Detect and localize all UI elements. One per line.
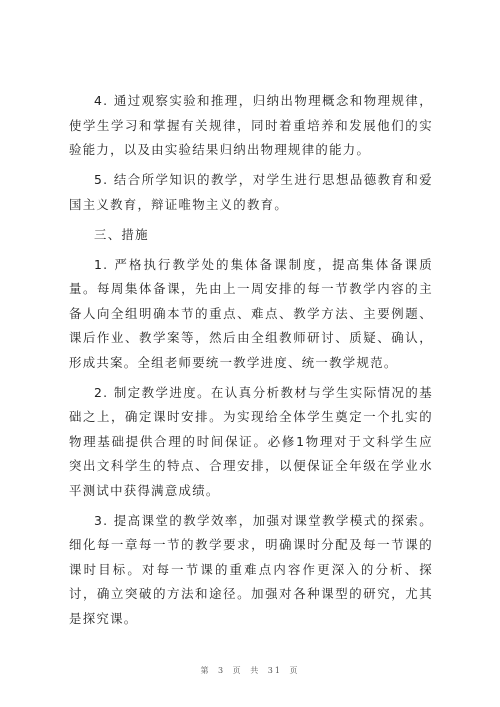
paragraph-measure-3: 3. 提高课堂的教学效率，加强对课堂教学模式的探索。细化每一章每一节的教学要求，明确课时分配及每一节课的课时目标。对每一节课的重难点内容作更深入的分析、探讨，确立突破的方法和途径。加强对各种课型的研究，尤其是探究课。	[69, 512, 433, 626]
paragraph-measure-1: 1. 严格执行教学处的集体备课制度，提高集体备课质量。每周集体备课，先由上一周安排的每一节教学内容的主备人向全组明确本节的重点、难点、教学方法、主要例题、课后作业、教学案等，然后由全组教师研讨、质疑、确认，形成共案。全组老师要统一教学进度、统一教学规范。	[69, 256, 433, 370]
page-number-footer: 第 3 页 共 31 页	[200, 666, 300, 675]
paragraph-objective-5: 5. 结合所学知识的教学，对学生进行思想品德教育和爱国主义教育，辩证唯物主义的教育。	[69, 172, 433, 212]
paragraph-objective-4: 4. 通过观察实验和推理，归纳出物理概念和物理规律，使学生学习和掌握有关规律，同时着重培养和发展他们的实验能力，以及由实验结果归纳出物理规律的能力。	[69, 93, 433, 157]
document-body	[69, 89, 433, 637]
section-heading-measures: 三、措施	[94, 226, 149, 242]
paragraph-measure-2: 2. 制定教学进度。在认真分析教材与学生实际情况的基础之上，确定课时安排。为实现给全体学生奠定一个扎实的物理基础提供合理的时间保证。必修1物理对于文科学生应突出文科学生的特点、合理安排，以便保证全年级在学业水平测试中获得满意成绩。	[69, 384, 433, 498]
